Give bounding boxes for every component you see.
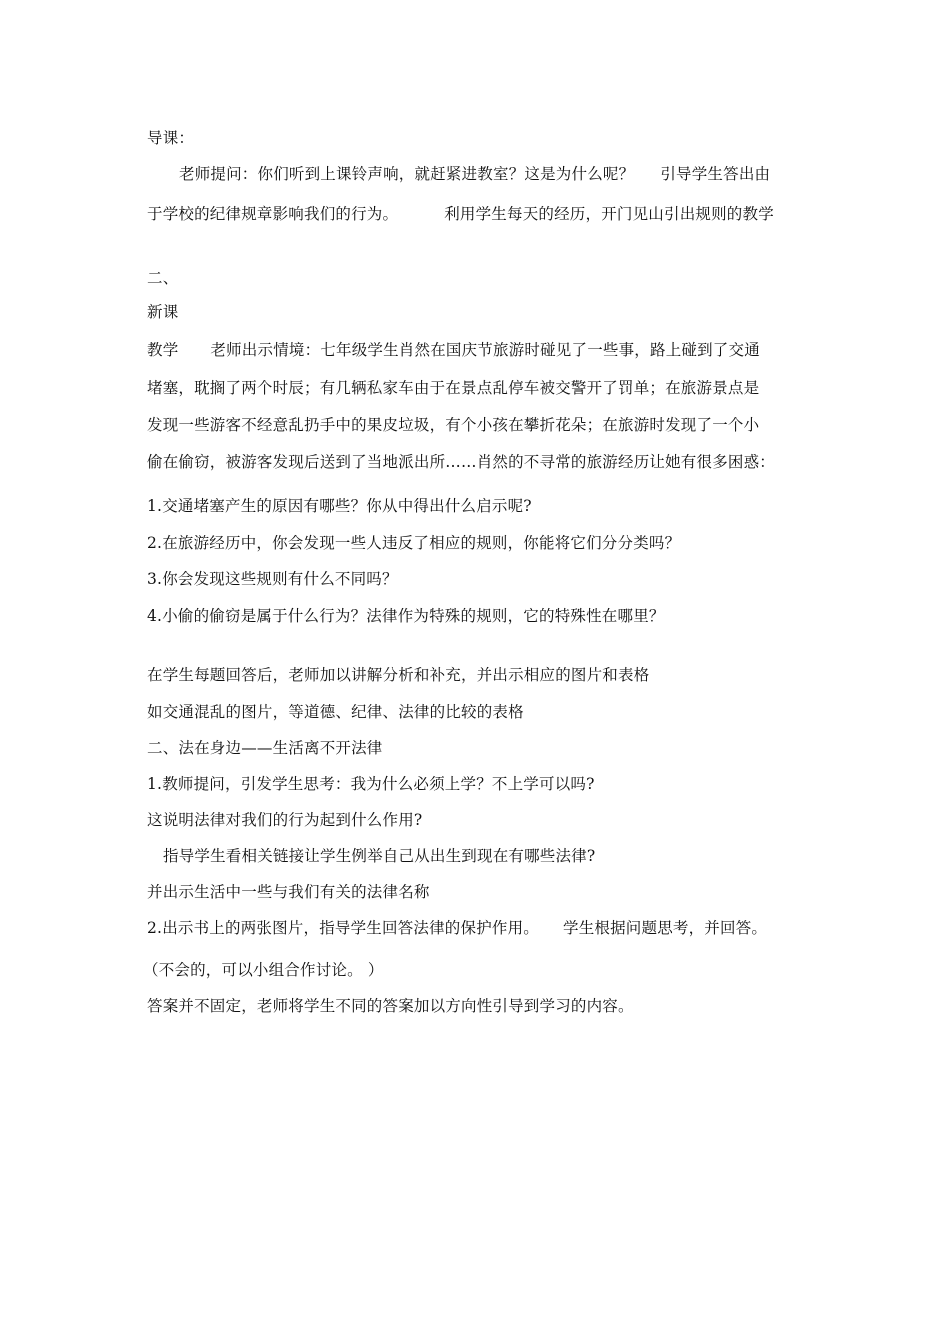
intro-line-1-question: 老师提问：你们听到上课铃声响，就赶紧进教室？这是为什么呢？ (179, 165, 635, 183)
section-2-number: 二、 (147, 269, 179, 287)
intro-heading: 导课： (147, 129, 195, 147)
question-2: 2.在旅游经历中，你会发现一些人违反了相应的规则，你能将它们分分类吗？ (147, 534, 681, 552)
scenario-line-3: 发现一些游客不经意乱扔手中的果皮垃圾，有个小孩在攀折花朵；在旅游时发现了一个小 (147, 416, 760, 434)
scenario-line-4: 偷在偷窃，被游客发现后送到了当地派出所……肖然的不寻常的旅游经历让她有很多困惑： (147, 453, 776, 471)
law-question-1: 1.教师提问，引发学生思考：我为什么必须上学？不上学可以吗? (147, 775, 595, 793)
law-question-2-task: 2.出示书上的两张图片，指导学生回答法律的保护作用。 (147, 919, 539, 937)
intro-line-2 (147, 204, 774, 224)
scenario-line-2: 堵塞，耽搁了两个时辰；有几辆私家车由于在景点乱停车被交警开了罚单；在旅游景点是 (147, 379, 760, 397)
law-question-2 (147, 918, 767, 938)
intro-line-1 (179, 164, 770, 184)
law-section-title: 二、法在身边——生活离不开法律 (147, 739, 383, 757)
intro-line-2-a: 于学校的纪律规章影响我们的行为。 (147, 205, 399, 223)
question-3: 3.你会发现这些规则有什么不同吗？ (147, 570, 398, 588)
question-1: 1.交通堵塞产生的原因有哪些？你从中得出什么启示呢? (147, 497, 532, 515)
law-question-1-followup: 这说明法律对我们的行为起到什么作用? (147, 811, 423, 829)
group-discussion-note: （不会的，可以小组合作讨论。 ） (143, 961, 384, 979)
intro-line-2-b: 利用学生每天的经历，开门见山引出规则的教学 (444, 205, 774, 223)
after-answer-note: 在学生每题回答后，老师加以讲解分析和补充，并出示相应的图片和表格 (147, 666, 650, 684)
teaching-label: 教学 (147, 341, 179, 359)
section-2-title: 新课 (147, 303, 179, 321)
scenario-line-1-text: 老师出示情境：七年级学生肖然在国庆节旅游时碰见了一些事，路上碰到了交通 (210, 341, 760, 359)
intro-line-1-guide: 引导学生答出由 (660, 165, 771, 183)
scenario-line-1 (147, 340, 760, 360)
example-materials: 如交通混乱的图片，等道德、纪律、法律的比较的表格 (147, 703, 524, 721)
law-guide: 指导学生看相关链接让学生例举自己从出生到现在有哪些法律? (163, 847, 596, 865)
question-4: 4.小偷的偷窃是属于什么行为？法律作为特殊的规则，它的特殊性在哪里？ (147, 607, 665, 625)
answer-note: 答案并不固定，老师将学生不同的答案加以方向性引导到学习的内容。 (147, 997, 634, 1015)
law-show-names: 并出示生活中一些与我们有关的法律名称 (147, 883, 430, 901)
law-question-2-student: 学生根据问题思考，并回答。 (563, 919, 768, 937)
